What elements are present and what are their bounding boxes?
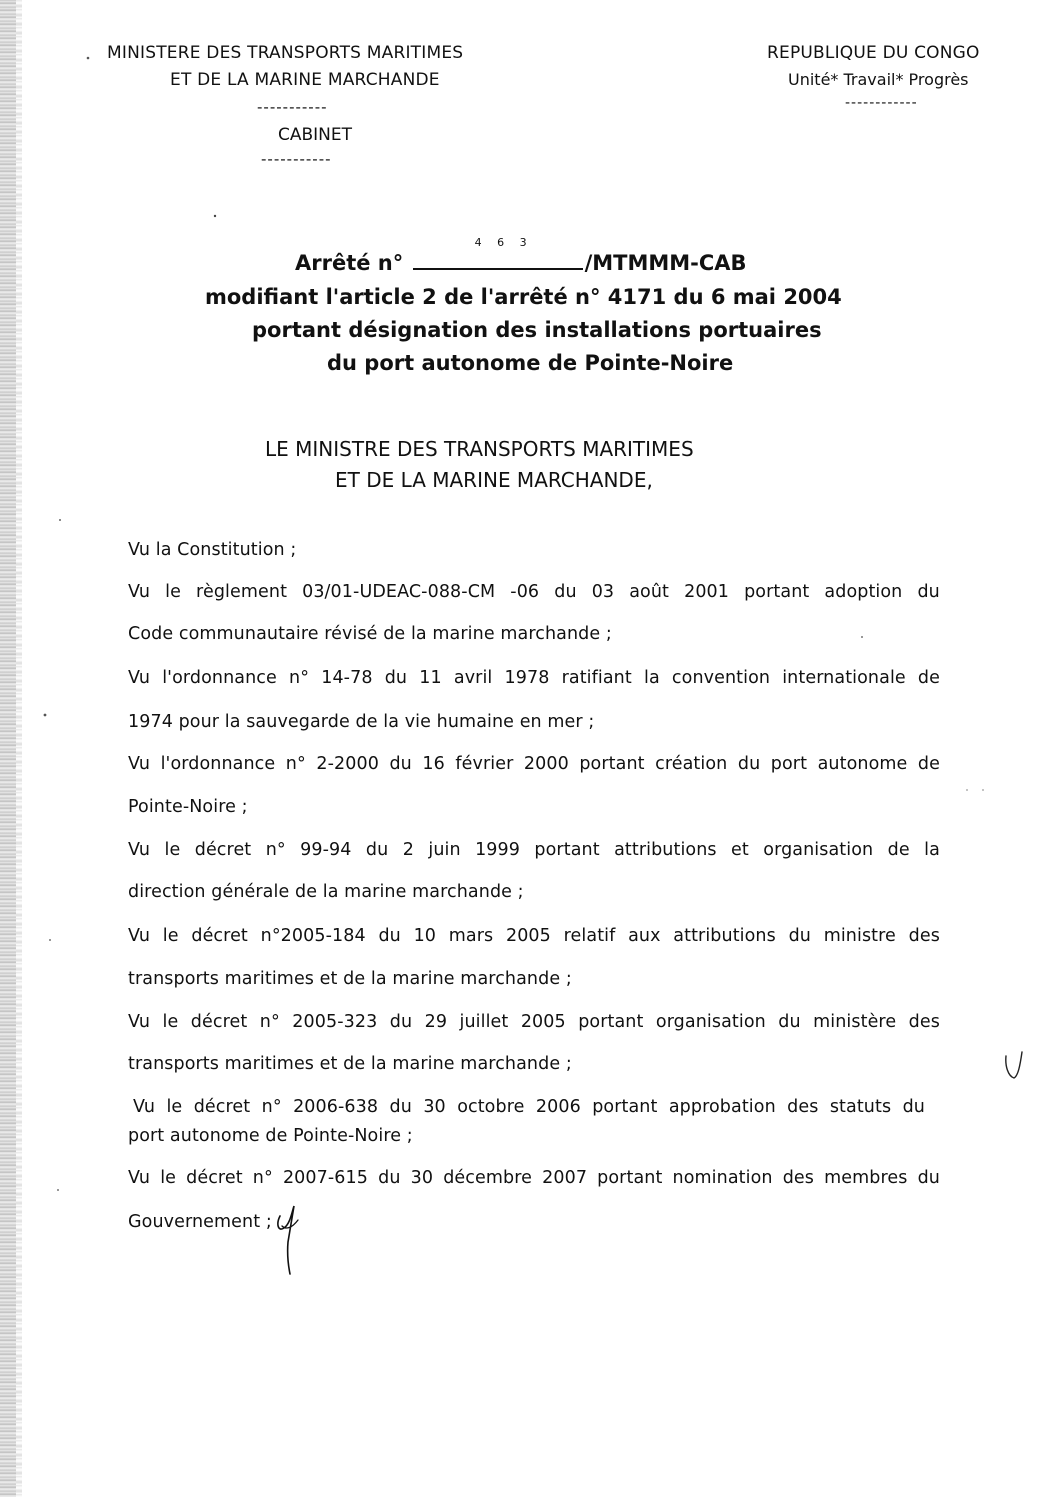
word: 1999 (475, 840, 521, 860)
word: 2005 (505, 926, 551, 946)
word: du (389, 754, 412, 774)
word: du (378, 926, 401, 946)
word: le (162, 926, 179, 946)
visa-line-justified (128, 840, 940, 860)
visa-line: Gouvernement ; (128, 1212, 272, 1232)
word: 2005 (520, 1012, 566, 1032)
word: Vu (128, 1168, 151, 1188)
word: décembre (443, 1168, 533, 1188)
arrete-number-blank (413, 236, 583, 270)
title-line-4: du port autonome de Pointe-Noire (327, 351, 734, 375)
visa-line: Vu la Constitution ; (128, 540, 297, 560)
visa-line: 1974 pour la sauvegarde de la vie humaine en mer ; (128, 712, 595, 732)
word: des (908, 1012, 940, 1032)
word: 2-2000 (316, 754, 379, 774)
word: 2006-638 (293, 1097, 379, 1117)
separator-dashes: ------------ (845, 95, 918, 111)
arrete-number-line (295, 236, 747, 275)
word: n°2005-184 (260, 926, 366, 946)
ministry-line-2: ET DE LA MARINE MARCHANDE (170, 70, 440, 90)
word: du (778, 1012, 801, 1032)
word: Vu (128, 1012, 151, 1032)
word: de (917, 668, 940, 688)
word: Vu (128, 754, 151, 774)
word: du (917, 1168, 940, 1188)
word: de (887, 840, 910, 860)
word: 2005-323 (292, 1012, 378, 1032)
word: n° (259, 1012, 280, 1032)
word: ministère (813, 1012, 897, 1032)
word: aux (628, 926, 661, 946)
scan-edge-artifact (0, 0, 16, 1497)
visa-line: port autonome de Pointe-Noire ; (128, 1126, 413, 1146)
word: adoption (824, 582, 903, 602)
minister-heading-2: ET DE LA MARINE MARCHANDE, (335, 468, 653, 492)
word: 10 (413, 926, 437, 946)
word: le (166, 1097, 183, 1117)
word: n° (289, 668, 310, 688)
word: du (554, 582, 577, 602)
handwritten-initials (270, 1198, 310, 1278)
word: 2000 (523, 754, 569, 774)
separator-dashes: ----------- (261, 150, 332, 168)
word: octobre (457, 1097, 525, 1117)
visa-line-justified (128, 1012, 940, 1032)
word: 99-94 (300, 840, 352, 860)
word: décret (191, 926, 248, 946)
word: 16 (422, 754, 445, 774)
word: 30 (410, 1168, 434, 1188)
word: du (737, 754, 761, 774)
word: statuts (829, 1097, 892, 1117)
word: décret (190, 1012, 248, 1032)
word: le (162, 1012, 179, 1032)
title-line-3: portant désignation des installations portuaires (252, 318, 822, 342)
minister-heading-1: LE MINISTRE DES TRANSPORTS MARITIMES (265, 437, 694, 461)
visa-line: transports maritimes et de la marine marchande ; (128, 1054, 572, 1074)
word: 11 (419, 668, 442, 688)
word: Vu (133, 1097, 156, 1117)
word: 2006 (535, 1097, 581, 1117)
title-line-2: modifiant l'article 2 de l'arrêté n° 4171 du 6 mai 2004 (205, 285, 842, 309)
word: création (655, 754, 728, 774)
word: 2 (402, 840, 414, 860)
word: du (917, 582, 940, 602)
word: du (365, 840, 389, 860)
word: 30 (423, 1097, 446, 1117)
word: Vu (128, 926, 151, 946)
word: -06 (510, 582, 540, 602)
arrete-prefix: Arrêté n° (295, 251, 404, 275)
word: du (389, 1097, 412, 1117)
word: l'ordonnance (160, 754, 276, 774)
word: de (917, 754, 940, 774)
word: du (389, 1012, 413, 1032)
word: 2007 (542, 1168, 588, 1188)
word: décret (193, 1097, 251, 1117)
word: règlement (196, 582, 288, 602)
ministry-line-1: MINISTERE DES TRANSPORTS MARITIMES (107, 43, 464, 63)
visa-line-justified (128, 926, 940, 946)
word: 2001 (684, 582, 730, 602)
word: 03/01-UDEAC-088-CM (302, 582, 496, 602)
word: 14-78 (321, 668, 373, 688)
national-motto: Unité* Travail* Progrès (788, 70, 969, 89)
word: des (908, 926, 940, 946)
word: ratifiant (561, 668, 632, 688)
word: n° (261, 1097, 282, 1117)
visa-line-justified (133, 1097, 925, 1117)
word: Vu (128, 668, 151, 688)
word: et (731, 840, 749, 860)
word: avril (453, 668, 493, 688)
word: n° (265, 840, 286, 860)
word: convention (671, 668, 771, 688)
word: mars (448, 926, 494, 946)
word: du (378, 1168, 401, 1188)
word: des (787, 1097, 819, 1117)
visa-line: direction générale de la marine marchande ; (128, 882, 524, 902)
visa-line: Pointe-Noire ; (128, 797, 248, 817)
word: autonome (817, 754, 908, 774)
margin-check-mark (1000, 1048, 1028, 1084)
visa-line-justified (128, 1168, 940, 1188)
visa-line: Code communautaire révisé de la marine marchande ; (128, 624, 612, 644)
word: le (164, 840, 181, 860)
word: Vu (128, 840, 151, 860)
word: du (788, 926, 811, 946)
word: n° (285, 754, 306, 774)
word: approbation (668, 1097, 776, 1117)
word: portant (579, 754, 645, 774)
visa-line-justified (128, 582, 940, 602)
cabinet-label: CABINET (278, 125, 353, 145)
word: relatif (563, 926, 616, 946)
word: décret (194, 840, 252, 860)
arrete-number-handwritten: 4 6 3 (474, 236, 533, 249)
word: 29 (424, 1012, 448, 1032)
word: port (770, 754, 808, 774)
word: décret (186, 1168, 243, 1188)
scan-edge-artifact-inner (16, 0, 22, 1497)
word: portant (597, 1168, 663, 1188)
word: du (384, 668, 408, 688)
word: juin (428, 840, 461, 860)
word: portant (578, 1012, 644, 1032)
word: internationale (782, 668, 906, 688)
word: Vu (128, 582, 151, 602)
word: portant (592, 1097, 658, 1117)
visa-line-justified (128, 668, 940, 688)
word: août (629, 582, 670, 602)
word: la (924, 840, 940, 860)
word: nomination (672, 1168, 773, 1188)
republic-name: REPUBLIQUE DU CONGO (767, 43, 980, 63)
word: attributions (614, 840, 717, 860)
word: portant (534, 840, 600, 860)
word: février (455, 754, 514, 774)
word: portant (744, 582, 810, 602)
word: le (165, 582, 181, 602)
word: des (782, 1168, 814, 1188)
word: le (160, 1168, 177, 1188)
arrete-suffix: /MTMMM-CAB (584, 251, 747, 275)
visa-line-justified (128, 754, 940, 774)
word: 1978 (504, 668, 550, 688)
word: organisation (655, 1012, 766, 1032)
word: juillet (459, 1012, 509, 1032)
word: n° (252, 1168, 273, 1188)
word: du (902, 1097, 925, 1117)
word: 03 (591, 582, 615, 602)
word: membres (824, 1168, 908, 1188)
word: attributions (673, 926, 776, 946)
separator-dashes: ----------- (257, 98, 328, 116)
word: l'ordonnance (162, 668, 277, 688)
word: ministre (823, 926, 896, 946)
word: 2007-615 (282, 1168, 369, 1188)
visa-line: transports maritimes et de la marine marchande ; (128, 969, 572, 989)
word: organisation (763, 840, 874, 860)
word: la (643, 668, 660, 688)
